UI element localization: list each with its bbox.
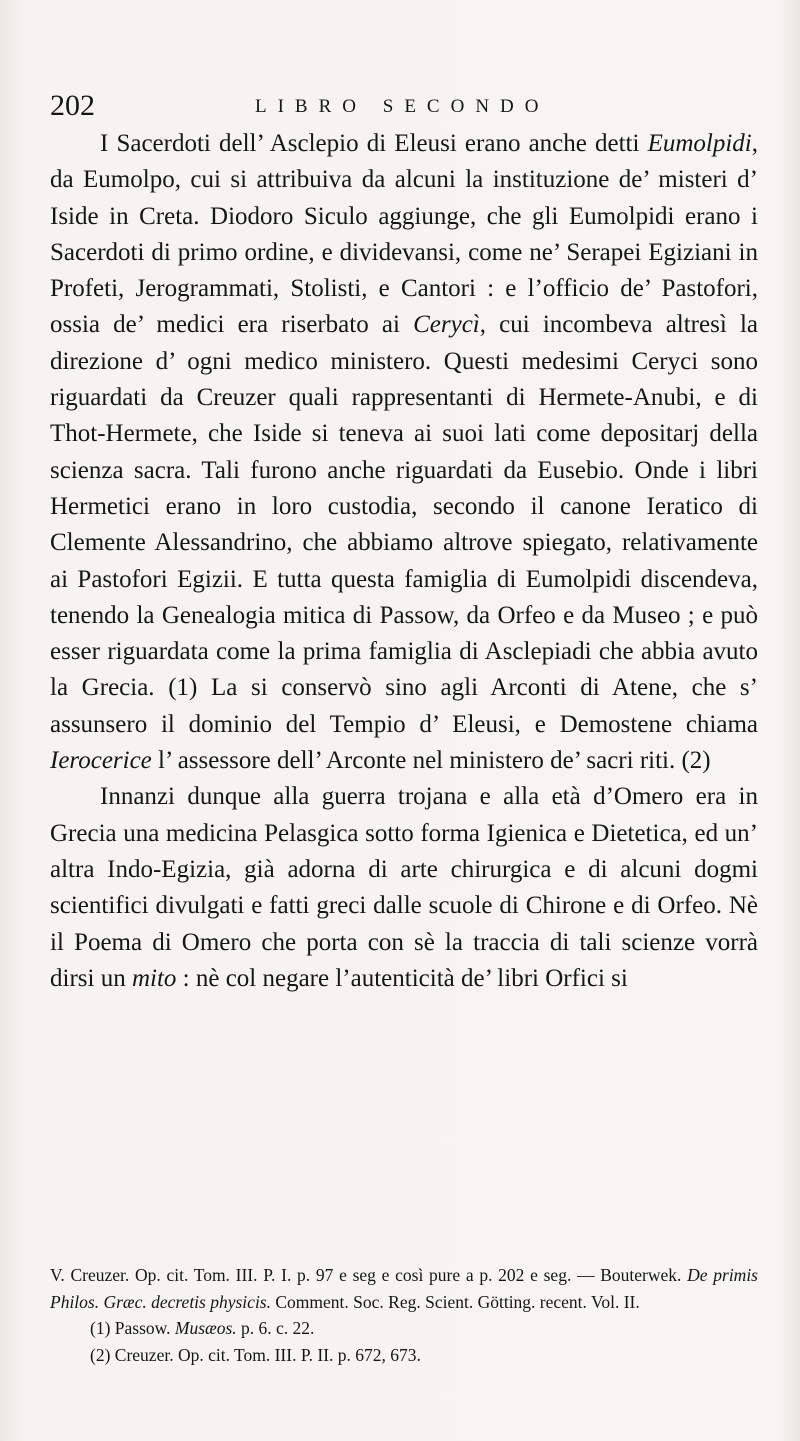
italic-term: Cerycì [413,311,480,339]
italic-title: Musæos. [174,1318,237,1338]
text-span: : nè col negare l’autenticità de’ libri Orfici si [176,964,628,992]
text-span: , cui incombeva altresì la direzione d’ ogni medico ministero. Questi medesimi Ceryci sono riguardati da Creuzer quali rappresentanti di Hermete-Anubi, e di Thot-Hermete, che Iside si teneva ai suoi lati come depositarj della scienza sacra. Tali furono anche riguardati da Eusebio. Onde i libri Hermetici erano in loro custodia, secondo il canone Ieratico di Clemente Alessandrino, che abbiamo altrove spiegato, relativamente ai Pastofori Egizii. E tutta questa famiglia di Eumolpidi discendeva, tenendo la Genealogia mitica di Passow, da Orfeo e da Museo ; e può esser riguardata come la prima famiglia di Asclepiadi che abbia avuto la Grecia. (1) La si conservò sino agli Arconti di Atene, che s’ assunsero il dominio del Tempio d’ Eleusi, e Demostene chiama [50,311,758,738]
text-span: l’ assessore dell’ Arconte nel ministero de’ sacri riti. (2) [151,747,711,775]
paragraph-1 [50,126,758,779]
text-span: p. 6. c. 22. [236,1318,315,1338]
text-span: Innanzi dunque alla guerra trojana e alla età d’Omero era in Grecia una medicina Pelasgica sotto forma Igienica e Dietetica, ed un’ altra Indo-Egizia, già adorna di arte chirurgica e di alcuni dogmi scientifici divulgati e fatti greci dalle scuole di Chirone e di Orfeo. Nè il Poema di Omero che porta con sè la traccia di tali scienze vorrà dirsi un [50,783,758,992]
footnote-1 [50,1315,758,1342]
text-span: Comment. Soc. Reg. Scient. Götting. recent. Vol. II. [271,1291,640,1312]
italic-term: Ierocerice [50,747,152,775]
paragraph-2 [50,779,758,997]
italic-title: De primis Philos. Græc. decretis physicis. [50,1265,758,1312]
reference-note [50,1262,758,1315]
main-text [50,126,758,997]
running-title: LIBRO SECONDO [255,96,550,117]
page-header [50,88,760,124]
text-span: V. Creuzer. Op. cit. Tom. III. P. I. p. 97 e seg e così pure a p. 202 e seg. — Bouterwek. [50,1265,688,1285]
footnotes [50,1262,758,1368]
text-span: (1) Passow. [90,1318,175,1338]
italic-term: Eumolpidi [647,130,752,157]
text-span: I Sacerdoti dell’ Asclepio di Eleusi erano anche detti [100,130,648,157]
footnote-2: (2) Creuzer. Op. cit. Tom. III. P. II. p. 672, 673. [90,1344,421,1365]
text-span: , da Eumolpo, cui si attribuiva da alcuni la instituzione de’ misteri d’ Iside in Creta. Diodoro Siculo aggiunge, che gli Eumolpidi erano i Sacerdoti di primo ordine, e dividevansi, come ne’ Serapei Egiziani in Profeti, Jerogrammati, Stolisti, e Cantori : e l’officio de’ Pastofori, ossia de’ medici era riserbato ai [50,130,758,339]
page-number: 202 [50,89,95,122]
italic-term: mito [131,964,177,992]
